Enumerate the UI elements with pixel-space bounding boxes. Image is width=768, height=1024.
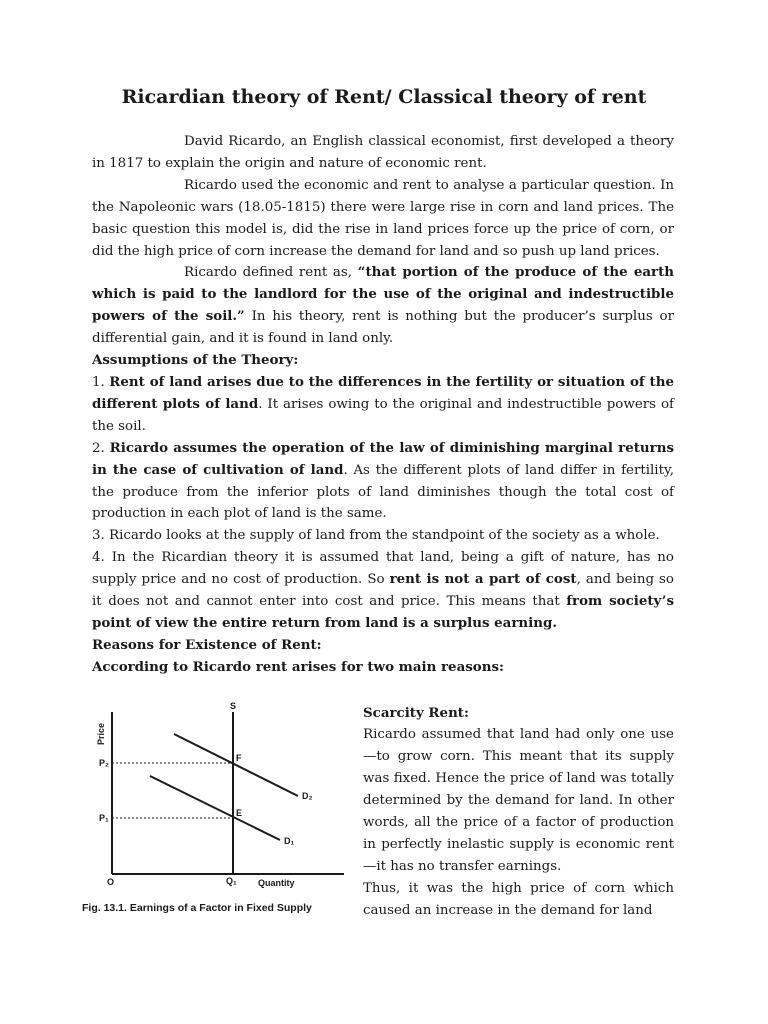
assumption-1-tail: . It arises owing to the original and indestructible powers of the soil. — [92, 396, 674, 434]
reasons-heading: Reasons for Existence of Rent: — [92, 636, 322, 653]
rent-definition-quote: “that portion of the produce of the earth which is paid to the landlord for the use of the original and indestructible powers of the soil.” — [92, 264, 674, 325]
p2-label: P₂ — [99, 758, 110, 768]
assumption-4 — [92, 547, 674, 635]
d2-label: D₂ — [302, 791, 313, 801]
d1-label: D₁ — [284, 836, 295, 846]
scarcity-paragraph-2: Thus, it was the high price of corn which caused an increase in the demand for land — [363, 881, 674, 918]
point-f-label: F — [236, 753, 242, 763]
assumption-4-bold-2: from society’s point of view the entire return from land is a surplus earning. — [92, 593, 674, 631]
assumption-2-tail: . As the different plots of land differ in fertility, the produce from the inferior plots of land diminishes though the total cost of production in each plot of land is the same. — [92, 462, 674, 522]
assumption-1 — [92, 372, 674, 438]
assumption-3: 3. Ricardo looks at the supply of land from the standpoint of the society as a whole. — [92, 528, 660, 544]
assumptions-heading: Assumptions of the Theory: — [92, 352, 299, 369]
assumption-number: 1. — [92, 374, 110, 390]
scarcity-rent-section — [363, 702, 674, 922]
figure-caption: Fig. 13.1. Earnings of a Factor in Fixed Supply — [82, 902, 312, 914]
assumption-1-bold: Rent of land arises due to the differences in the fertility or situation of the different plots of land — [92, 373, 674, 412]
assumption-4-mid: , and being so it does not and cannot enter into cost and price. This means that — [92, 572, 674, 610]
x-axis-label: Quantity — [258, 878, 295, 888]
rent-definition-lead: Ricardo defined rent as, — [184, 265, 358, 281]
assumption-4-bold-1: rent is not a part of cost — [389, 571, 577, 588]
demand-curve-d2 — [174, 734, 298, 796]
assumption-2 — [92, 438, 674, 526]
origin-label: O — [107, 877, 115, 887]
point-e-label: E — [236, 808, 243, 818]
scarcity-rent-heading: Scarcity Rent: — [363, 705, 469, 721]
demand-curve-d1 — [150, 776, 280, 840]
p1-label: P₁ — [99, 813, 109, 823]
q1-label: Q₁ — [226, 876, 237, 886]
supply-demand-diagram — [82, 700, 352, 920]
assumption-number: 2. — [92, 440, 110, 456]
intro-paragraph-2: Ricardo used the economic and rent to analyse a particular question. In the Napoleonic wars (18.05-1815) there were large rise in corn and land prices. The basic question this model is, did the rise in land prices force up the price of corn, or did the high price of corn increase the demand for land and so push up land prices. — [92, 177, 674, 259]
rent-definition-tail: In his theory, rent is nothing but the producer’s surplus or differential gain, and it is found in land only. — [92, 309, 674, 347]
assumption-4-lead: 4. In the Ricardian theory it is assumed that land, being a gift of nature, has no supply price and no cost of production. So — [92, 550, 674, 588]
reasons-subheading: According to Ricardo rent arises for two main reasons: — [92, 658, 504, 675]
intro-paragraph-1: David Ricardo, an English classical economist, first developed a theory in 1817 to explain the origin and nature of economic rent. — [92, 134, 674, 171]
supply-label: S — [229, 701, 237, 711]
y-axis-label: Price — [96, 722, 106, 746]
assumption-2-bold: Ricardo assumes the operation of the law of diminishing marginal returns in the case of cultivation of land — [92, 439, 674, 478]
scarcity-paragraph-1: Ricardo assumed that land had only one use —to grow corn. This meant that its supply was fixed. Hence the price of land was totally determined by the demand for land. In other words, all the price of a factor of production in perfectly inelastic supply is economic rent —it has no transfer earnings. — [363, 727, 674, 874]
page-title: Ricardian theory of Rent/ Classical theory of rent — [121, 86, 647, 108]
intro-paragraph-3 — [92, 262, 674, 350]
fixed-supply-figure — [82, 700, 352, 920]
document-body — [92, 131, 674, 679]
